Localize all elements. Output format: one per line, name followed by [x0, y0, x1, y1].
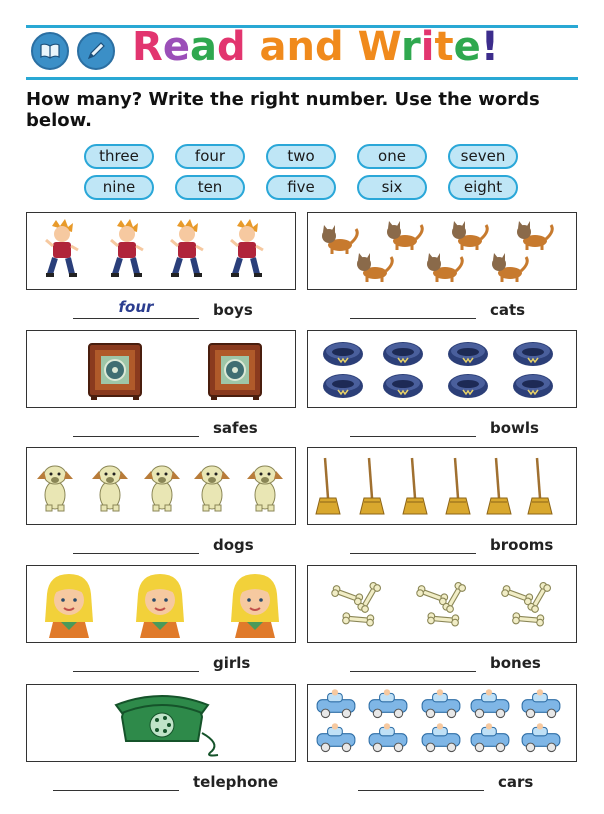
- cats-picture: [427, 253, 462, 282]
- title-letter: n: [286, 24, 316, 70]
- title-letter: e: [162, 24, 190, 70]
- boys-picture: [171, 219, 203, 277]
- word-bank-item: three: [84, 144, 154, 169]
- picture-box-boys: [26, 212, 296, 290]
- girls-picture: [136, 574, 184, 638]
- boys-picture: [46, 219, 78, 277]
- title-letter: a: [259, 24, 287, 70]
- girls-picture: [231, 574, 279, 638]
- cats-picture: [452, 221, 487, 250]
- bowls-picture: [448, 374, 488, 398]
- dogs-picture: [194, 466, 230, 511]
- bowls-picture: [513, 374, 553, 398]
- title-letter: r: [401, 24, 421, 70]
- cats-picture: [387, 221, 422, 250]
- written-answer: four: [118, 298, 154, 316]
- bowls-picture: [448, 342, 488, 366]
- dogs-picture: [92, 466, 128, 511]
- brooms-picture: [487, 458, 511, 514]
- answer-blank[interactable]: [350, 553, 476, 554]
- telephone-picture: [116, 696, 218, 756]
- noun-label: girls: [213, 654, 251, 672]
- answer-blank[interactable]: [73, 671, 199, 672]
- page-title: [132, 24, 499, 70]
- word-bank-item: five: [266, 175, 336, 200]
- dogs-picture: [37, 466, 73, 511]
- word-bank-item: four: [175, 144, 245, 169]
- cats-picture: [322, 225, 357, 254]
- noun-label: telephone: [193, 773, 279, 791]
- cats-picture: [517, 221, 552, 250]
- noun-label: dogs: [213, 536, 254, 554]
- noun-label: boys: [213, 301, 253, 319]
- title-letter: d: [216, 24, 246, 70]
- answer-blank[interactable]: [73, 318, 199, 319]
- safes-picture: [89, 344, 141, 400]
- noun-label: cats: [490, 301, 526, 319]
- noun-label: cars: [498, 773, 534, 791]
- title-letter: [344, 24, 358, 70]
- cars-picture: [471, 723, 509, 751]
- title-letter: !: [480, 24, 499, 70]
- dogs-picture: [247, 466, 283, 511]
- noun-label: bowls: [490, 419, 539, 437]
- girls-picture: [45, 574, 93, 638]
- answer-blank[interactable]: [73, 553, 199, 554]
- bones-picture: [331, 581, 382, 626]
- cars-picture: [317, 689, 355, 717]
- picture-box-cars: [307, 684, 577, 762]
- bones-picture: [416, 581, 467, 626]
- answer-blank[interactable]: [350, 318, 476, 319]
- picture-box-bones: [307, 565, 577, 643]
- title-letter: e: [453, 24, 481, 70]
- cars-picture: [369, 689, 407, 717]
- picture-box-bowls: [307, 330, 577, 408]
- brooms-picture: [446, 458, 470, 514]
- picture-box-dogs: [26, 447, 296, 525]
- brooms-picture: [403, 458, 427, 514]
- safes-picture: [209, 344, 261, 400]
- pencil-icon: [77, 32, 115, 70]
- bones-picture: [501, 581, 552, 626]
- picture-box-cats: [307, 212, 577, 290]
- cars-picture: [369, 723, 407, 751]
- cats-picture: [492, 253, 527, 282]
- answer-blank[interactable]: [358, 790, 484, 791]
- boys-picture: [231, 219, 263, 277]
- title-letter: R: [132, 24, 163, 70]
- picture-box-safes: [26, 330, 296, 408]
- title-letter: t: [434, 24, 454, 70]
- noun-label: safes: [213, 419, 258, 437]
- bowls-picture: [323, 342, 363, 366]
- word-bank-item: six: [357, 175, 427, 200]
- title-letter: [246, 24, 260, 70]
- answer-blank[interactable]: [350, 671, 476, 672]
- word-bank-item: two: [266, 144, 336, 169]
- brooms-picture: [316, 458, 340, 514]
- bowls-picture: [383, 374, 423, 398]
- title-letter: W: [357, 24, 402, 70]
- answer-blank[interactable]: [73, 436, 199, 437]
- cars-picture: [522, 689, 560, 717]
- picture-box-girls: [26, 565, 296, 643]
- picture-box-telephone: [26, 684, 296, 762]
- title-letter: a: [189, 24, 217, 70]
- brooms-picture: [528, 458, 552, 514]
- cars-picture: [422, 689, 460, 717]
- book-icon: [31, 32, 69, 70]
- title-letter: d: [315, 24, 344, 70]
- picture-box-brooms: [307, 447, 577, 525]
- answer-blank[interactable]: [350, 436, 476, 437]
- word-bank-item: seven: [448, 144, 518, 169]
- word-bank-item: eight: [448, 175, 518, 200]
- bowls-picture: [383, 342, 423, 366]
- noun-label: bones: [490, 654, 541, 672]
- cars-picture: [317, 723, 355, 751]
- bowls-picture: [513, 342, 553, 366]
- cars-picture: [522, 723, 560, 751]
- word-bank-item: nine: [84, 175, 154, 200]
- instruction-text: How many? Write the right number. Use the words below.: [26, 89, 540, 131]
- word-bank-item: ten: [175, 175, 245, 200]
- cats-picture: [357, 253, 392, 282]
- word-bank-item: one: [357, 144, 427, 169]
- header-rule-bottom: [26, 77, 578, 80]
- bowls-picture: [323, 374, 363, 398]
- title-letter: i: [420, 24, 435, 70]
- cars-picture: [471, 689, 509, 717]
- dogs-picture: [144, 466, 180, 511]
- cars-picture: [422, 723, 460, 751]
- noun-label: brooms: [490, 536, 554, 554]
- brooms-picture: [360, 458, 384, 514]
- boys-picture: [111, 219, 143, 277]
- answer-blank[interactable]: [53, 790, 179, 791]
